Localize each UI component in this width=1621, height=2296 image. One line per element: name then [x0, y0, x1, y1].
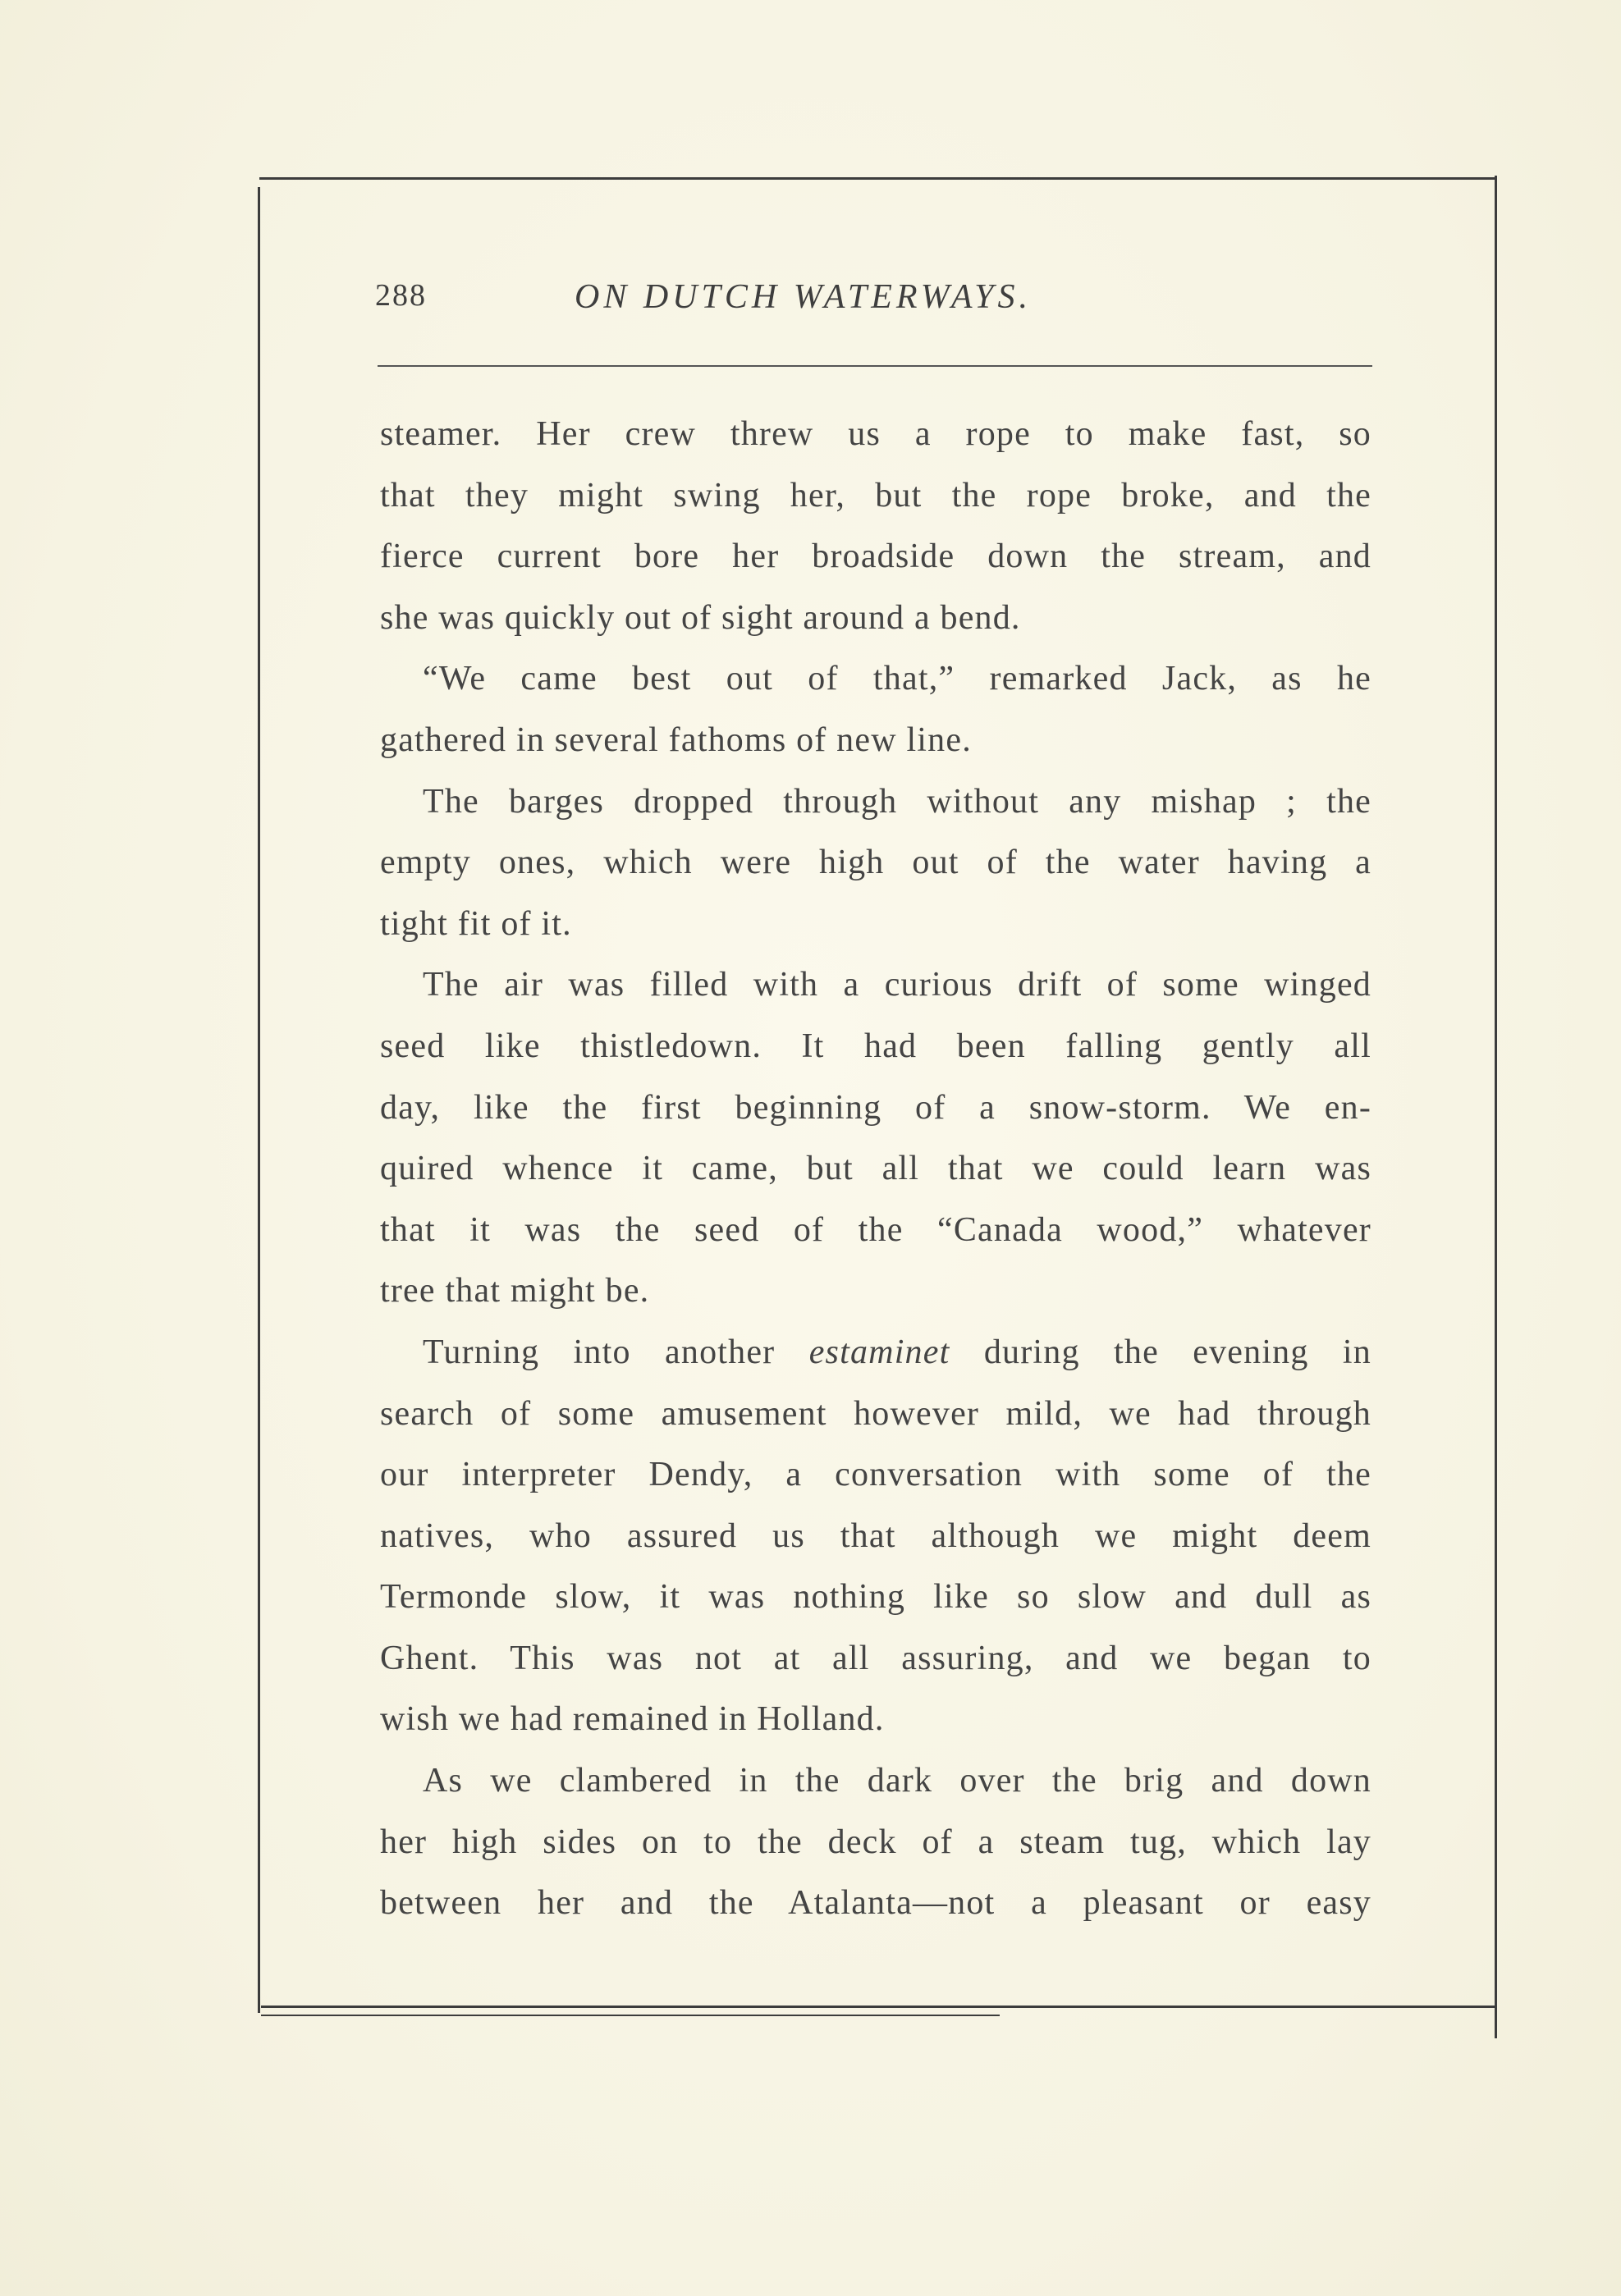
text-segment: Turning into another — [423, 1333, 776, 1371]
frame-right-rule — [1495, 176, 1497, 2038]
text-line: natives, who assured us that although we might deem — [380, 1516, 1371, 1555]
text-line: The barges dropped through without any mishap ; the — [423, 782, 1371, 821]
running-head — [373, 277, 1379, 327]
text-line: tight fit of it. — [380, 904, 572, 943]
running-title: ON DUTCH WATERWAYS. — [575, 278, 1033, 316]
text-line: empty ones, which were high out of the water having a — [380, 844, 1371, 882]
text-line: quired whence it came, but all that we could learn was — [380, 1150, 1371, 1188]
text-line: “We came best out of that,” remarked Jack, as he — [423, 660, 1371, 698]
text-line: between her and the Atalanta—not a pleasant or easy — [380, 1884, 1371, 1923]
frame-top-rule — [259, 177, 1496, 180]
text-line: gathered in several fathoms of new line. — [380, 720, 972, 759]
frame-bottom-inner-rule — [261, 2015, 1000, 2016]
text-line: day, like the first beginning of a snow-storm. We en- — [380, 1088, 1371, 1127]
text-line: The air was filled with a curious drift of some winged — [423, 966, 1371, 1004]
text-line: tree that might be. — [380, 1272, 650, 1310]
frame-left-rule — [258, 187, 260, 2013]
frame-bottom-rule — [261, 2006, 1496, 2008]
text-line: she was quickly out of sight around a bend. — [380, 598, 1021, 637]
text-segment: during the evening in — [983, 1333, 1371, 1371]
text-line: seed like thistledown. It had been falling gently all — [380, 1027, 1371, 1065]
text-line: our interpreter Dendy, a conversation with some of the — [380, 1456, 1371, 1494]
text-line: wish we had remained in Holland. — [380, 1700, 885, 1739]
italic-word: estaminet — [808, 1333, 950, 1371]
header-rule — [378, 365, 1372, 367]
body-text — [380, 404, 1371, 1934]
text-line: fierce current bore her broadside down the stream, and — [380, 537, 1371, 576]
text-line: search of some amusement however mild, we had through — [380, 1394, 1371, 1433]
text-line: As we clambered in the dark over the brig and down — [423, 1762, 1371, 1800]
text-line: Ghent. This was not at all assuring, and we began to — [380, 1639, 1371, 1677]
text-line: that they might swing her, but the rope broke, and the — [380, 476, 1371, 515]
text-line: Termonde slow, it was nothing like so slow and dull as — [380, 1578, 1371, 1617]
text-line-with-italic — [380, 1322, 1371, 1384]
text-line: her high sides on to the deck of a steam tug, which lay — [380, 1823, 1371, 1861]
page-number: 288 — [375, 278, 427, 313]
text-line: that it was the seed of the “Canada wood,” whatever — [380, 1210, 1371, 1249]
text-line: steamer. Her crew threw us a rope to make fast, so — [380, 415, 1371, 453]
